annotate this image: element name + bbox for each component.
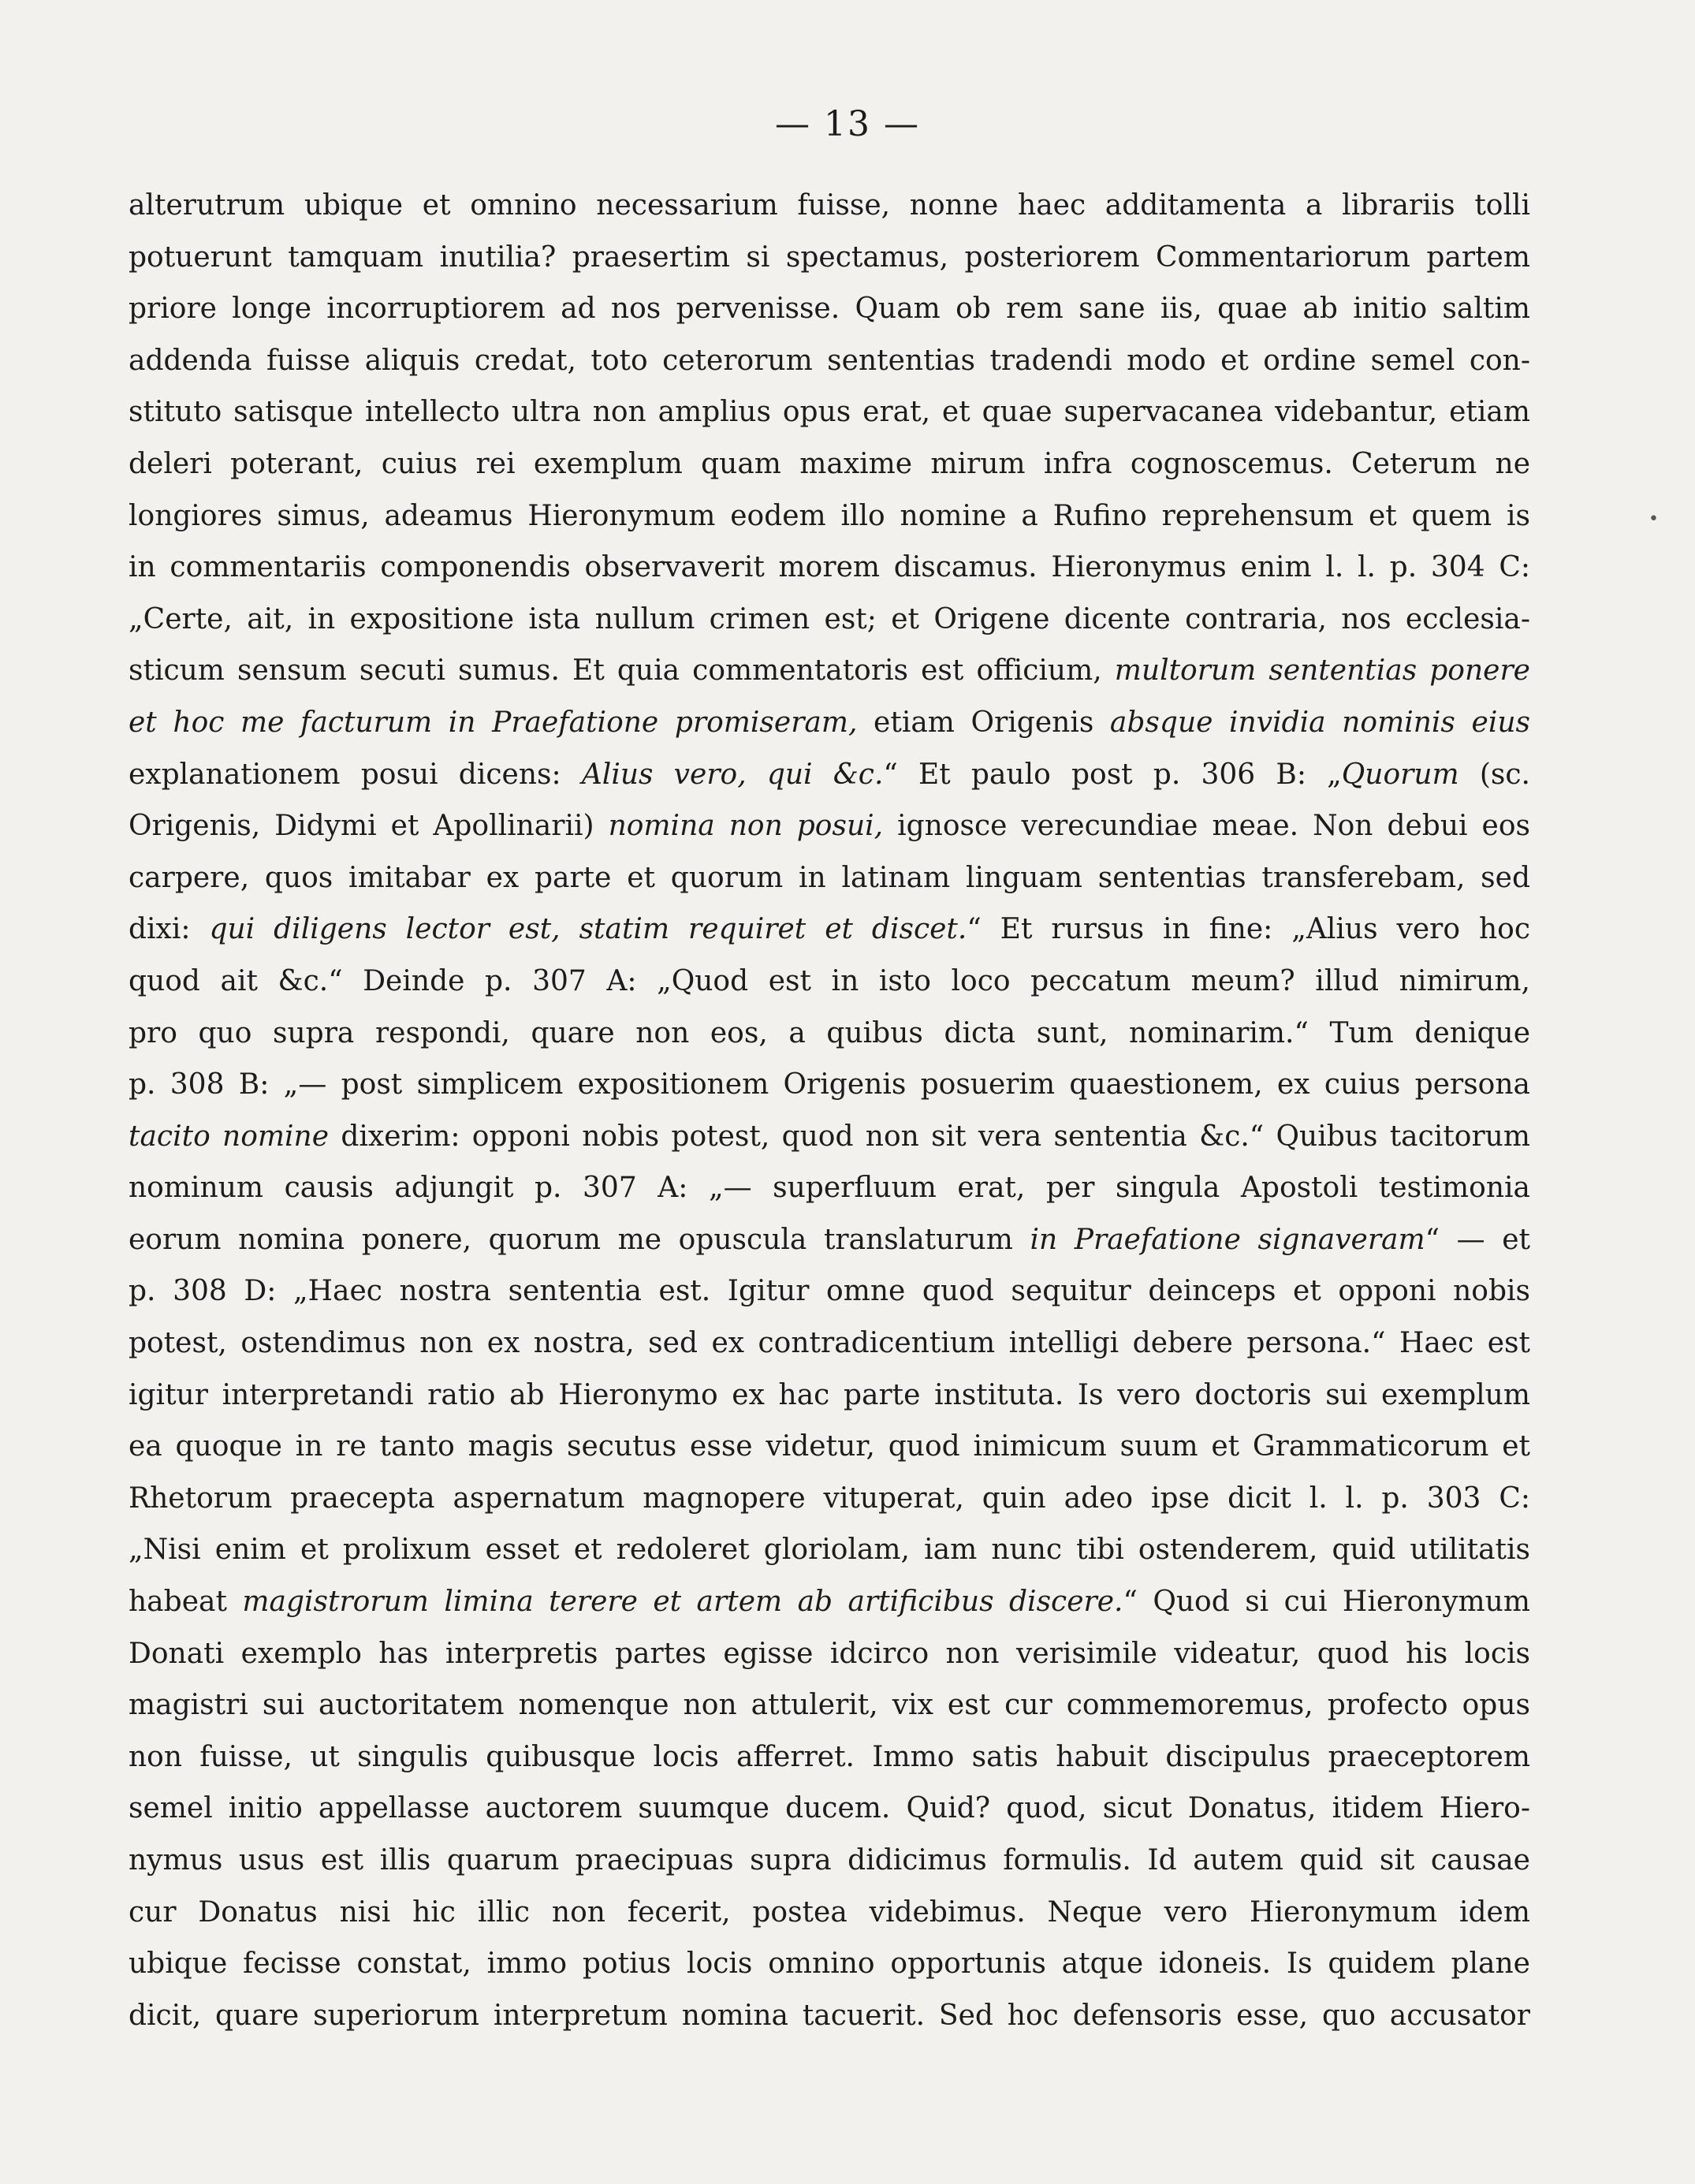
text-segment: (sc. — [1458, 758, 1530, 791]
text-segment: semel initio appellasse auctorem suumque ducem. Quid? quod, sicut Donatus, itidem Hiero- — [129, 1792, 1530, 1825]
page-number: — 13 — — [775, 104, 920, 144]
text-line — [129, 749, 1530, 801]
text-line — [129, 1731, 1530, 1783]
text-segment: dixerim: opponi nobis potest, quod non sit vera sententia &c.“ Quibus tacitorum — [329, 1120, 1530, 1153]
text-line — [129, 1265, 1530, 1317]
text-segment: ignosce verecundiae meae. Non debui eos — [883, 810, 1530, 843]
text-line — [129, 1421, 1530, 1473]
text-segment: “ Et paulo post p. 306 B: „ — [883, 758, 1342, 791]
text-segment: addenda fuisse aliquis credat, toto ceterorum sententias tradendi modo et ordine semel con- — [129, 344, 1530, 377]
text-line — [129, 490, 1530, 542]
text-segment: deleri poterant, cuius rei exemplum quam maxime mirum infra cognoscemus. Ceterum ne — [129, 447, 1530, 480]
text-line — [129, 1628, 1530, 1680]
text-segment: in commentariis componendis observaverit morem discamus. Hieronymus enim l. l. p. 304 C: — [129, 551, 1530, 584]
text-segment: p. 308 D: „Haec nostra sententia est. Igitur omne quod sequitur deinceps et opponi nobis — [129, 1275, 1530, 1308]
text-line — [129, 283, 1530, 335]
italic-text: nomina non posui, — [608, 810, 884, 843]
text-line — [129, 1990, 1530, 2042]
text-line — [129, 904, 1530, 956]
text-line — [129, 386, 1530, 438]
text-segment: habeat — [129, 1586, 243, 1619]
text-segment: potest, ostendimus non ex nostra, sed ex contradicentium intelligi debere persona.“ Haec est — [129, 1327, 1530, 1360]
text-segment: stituto satisque intellecto ultra non amplius opus erat, et quae supervacanea videbantur, etiam — [129, 396, 1530, 429]
text-line — [129, 852, 1530, 904]
italic-text: et hoc me facturum in Praefatione promiseram, — [129, 706, 858, 739]
text-line — [129, 1317, 1530, 1370]
text-segment: non fuisse, ut singulis quibusque locis afferret. Immo satis habuit discipulus praeceptorem — [129, 1740, 1530, 1773]
text-segment: dixi: — [129, 913, 210, 946]
text-segment: Rhetorum praecepta aspernatum magnopere vituperat, quin adeo ipse dicit l. l. p. 303 C: — [129, 1481, 1530, 1515]
text-line — [129, 1783, 1530, 1835]
text-segment: nominum causis adjungit p. 307 A: „— superfluum erat, per singula Apostoli testimonia — [129, 1172, 1530, 1205]
text-line — [129, 645, 1530, 697]
text-line — [129, 1938, 1530, 1990]
text-line — [129, 1835, 1530, 1887]
text-line — [129, 1576, 1530, 1628]
text-line — [129, 697, 1530, 749]
text-segment: etiam Origenis — [857, 706, 1110, 739]
italic-text: in Praefatione signaveram — [1030, 1223, 1425, 1256]
italic-text: Alius vero, qui &c. — [581, 758, 884, 791]
italic-text: absque invidia nominis eius — [1109, 706, 1530, 739]
text-segment: carpere, quos imitabar ex parte et quorum in latinam linguam sententias transferebam, sed — [129, 861, 1530, 894]
text-line — [129, 800, 1530, 852]
text-segment: longiores simus, adeamus Hieronymum eodem illo nomine a Rufino reprehensum et quem is — [129, 499, 1530, 532]
text-line — [129, 1370, 1530, 1422]
text-segment: eorum nomina ponere, quorum me opuscula translaturum — [129, 1223, 1030, 1256]
text-segment: “ Et rursus in fine: „Alius vero hoc — [967, 913, 1530, 946]
text-segment: Donati exemplo has interpretis partes egisse idcirco non verisimile videatur, quod his locis — [129, 1637, 1530, 1670]
text-line — [129, 1524, 1530, 1576]
text-line — [129, 1059, 1530, 1111]
text-segment: pro quo supra respondi, quare non eos, a quibus dicta sunt, nominarim.“ Tum denique — [129, 1016, 1530, 1049]
italic-text: qui diligens lector est, statim requiret et discet. — [209, 913, 967, 946]
text-segment: “ Quod si cui Hieronymum — [1123, 1586, 1530, 1619]
text-segment: priore longe incorruptiorem ad nos pervenisse. Quam ob rem sane iis, quae ab initio saltim — [129, 293, 1530, 326]
text-line — [129, 180, 1530, 232]
margin-mark: • — [1648, 509, 1659, 529]
italic-text: multorum sententias ponere — [1114, 654, 1530, 688]
text-line — [129, 1008, 1530, 1060]
text-line — [129, 1162, 1530, 1214]
text-segment: alterutrum ubique et omnino necessarium fuisse, nonne haec additamenta a librariis tolli — [129, 189, 1530, 222]
text-line — [129, 438, 1530, 490]
text-segment: sticum sensum secuti sumus. Et quia commentatoris est officium, — [129, 654, 1115, 688]
body-text — [129, 180, 1530, 2041]
text-segment: „Certe, ait, in expositione ista nullum crimen est; et Origene dicente contraria, nos ecclesia- — [129, 602, 1530, 635]
text-segment: Origenis, Didymi et Apollinarii) — [129, 810, 609, 843]
italic-text: magistrorum limina terere et artem ab artificibus discere. — [242, 1586, 1123, 1619]
text-line — [129, 1111, 1530, 1163]
text-segment: magistri sui auctoritatem nomenque non attulerit, vix est cur commemoremus, profecto opus — [129, 1689, 1530, 1722]
text-segment: nymus usus est illis quarum praecipuas supra didicimus formulis. Id autem quid sit causae — [129, 1844, 1530, 1877]
text-segment: explanationem posui dicens: — [129, 758, 582, 791]
text-line — [129, 1473, 1530, 1525]
text-line — [129, 1679, 1530, 1731]
text-segment: ea quoque in re tanto magis secutus esse videtur, quod inimicum suum et Grammaticorum et — [129, 1430, 1530, 1463]
text-segment: p. 308 B: „— post simplicem expositionem Origenis posuerim quaestionem, ex cuius persona — [129, 1068, 1530, 1101]
text-segment: ubique fecisse constat, immo potius locis omnino opportunis atque idoneis. Is quidem plane — [129, 1947, 1530, 1981]
text-line — [129, 542, 1530, 594]
text-line — [129, 956, 1530, 1008]
text-segment: igitur interpretandi ratio ab Hieronymo ex hac parte instituta. Is vero doctoris sui exemplum — [129, 1378, 1530, 1411]
text-line — [129, 232, 1530, 284]
text-segment: potuerunt tamquam inutilia? praesertim si spectamus, posteriorem Commentariorum partem — [129, 240, 1530, 274]
text-segment: „Nisi enim et prolixum esset et redoleret gloriolam, iam nunc tibi ostenderem, quid utilitatis — [129, 1534, 1530, 1567]
text-line — [129, 1214, 1530, 1266]
text-line — [129, 1887, 1530, 1939]
text-segment: “ — et — [1425, 1223, 1530, 1256]
italic-text: tacito nomine — [129, 1120, 330, 1153]
text-segment: quod ait &c.“ Deinde p. 307 A: „Quod est in isto loco peccatum meum? illud nimirum, — [129, 964, 1530, 997]
text-line — [129, 594, 1530, 646]
italic-text: Quorum — [1341, 758, 1459, 791]
text-segment: cur Donatus nisi hic illic non fecerit, postea videbimus. Neque vero Hieronymum idem — [129, 1895, 1530, 1929]
text-segment: dicit, quare superiorum interpretum nomina tacuerit. Sed hoc defensoris esse, quo accusator — [129, 1999, 1530, 2032]
text-line — [129, 335, 1530, 387]
